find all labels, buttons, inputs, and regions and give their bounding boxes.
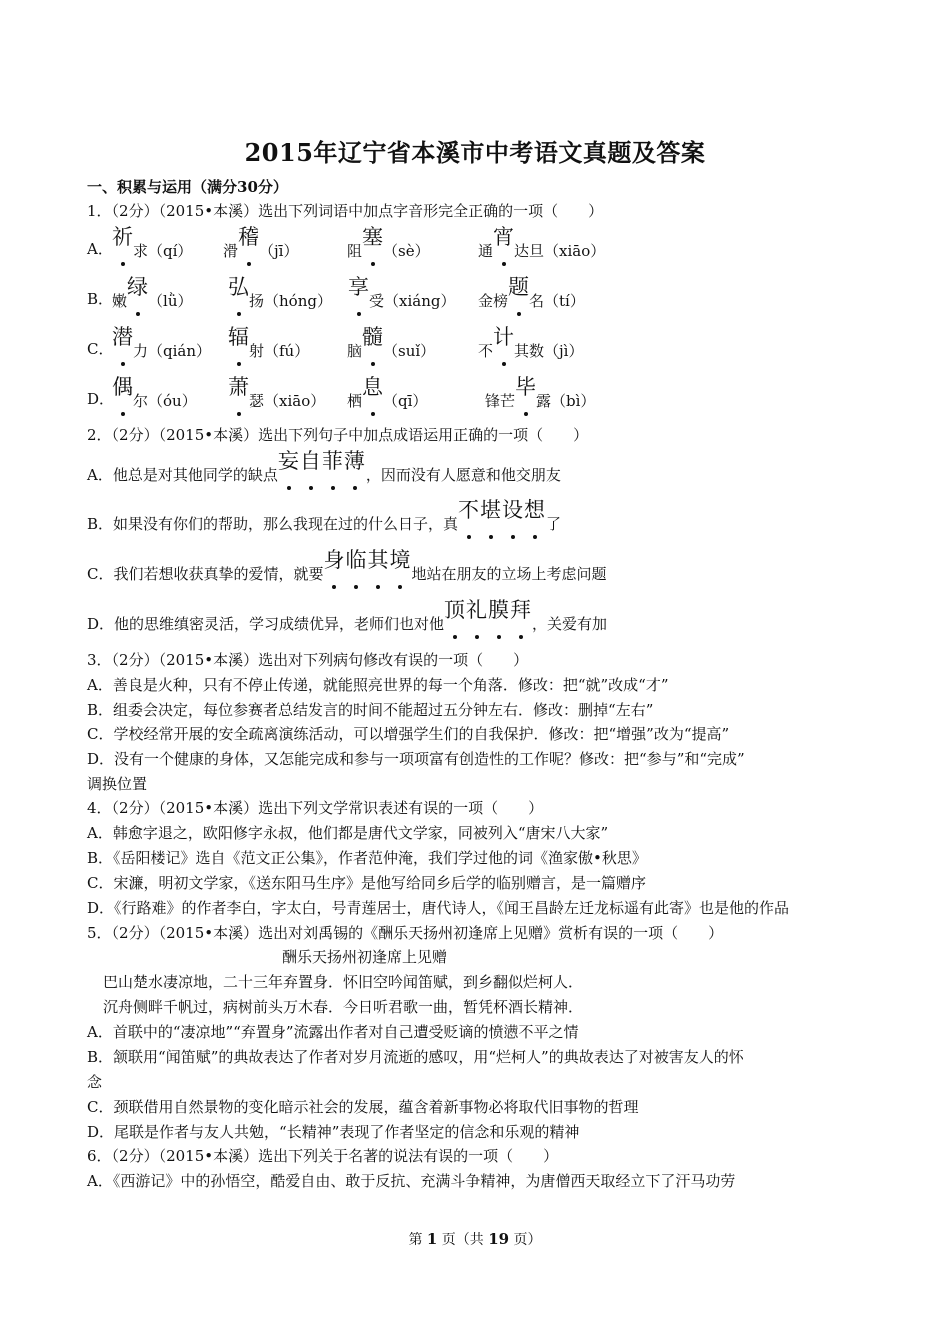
dotted-char: 题	[508, 275, 530, 299]
section-heading: 一、积累与运用（满分30分）	[87, 178, 288, 196]
dotted-idiom: 身临其境	[323, 548, 412, 572]
q5-option-c: C．颈联借用自然景物的变化暗示社会的发展，蕴含着新事物必将取代旧事物的哲理	[87, 1098, 639, 1116]
q2-option-c: C．我们若想收获真挚的爱情，就要身临其境地站在朋友的立场上考虑问题	[87, 548, 607, 583]
dotted-char: 弘	[228, 275, 249, 299]
q2-stem: 2．（2分）（2015•本溪）选出下列句子中加点成语运用正确的一项（ ）	[87, 426, 589, 444]
page-title: 2015年辽宁省本溪市中考语文真题及答案	[244, 138, 706, 167]
q5-option-b-cont: 念	[87, 1073, 103, 1091]
q1-option-d-label: D．	[87, 390, 115, 408]
q2-option-d: D．他的思维缜密灵活，学习成绩优异，老师们也对他顶礼膜拜，关爱有加	[87, 598, 608, 633]
dotted-char: 宵	[493, 225, 515, 249]
q1-option-a-label: A．	[87, 240, 113, 258]
q1-a-item-4: 通宵达旦（xiāo）	[478, 225, 606, 260]
q3-option-a: A．善良是火种，只有不停止传递，就能照亮世界的每一个角落．修改：把“就”改成“才”	[87, 676, 669, 694]
q6-option-a: A．《西游记》中的孙悟空，酷爱自由、敢于反抗、充满斗争精神，为唐僧西天取经立下了汗马功劳	[87, 1172, 736, 1190]
q1-a-item-2: 滑稽（jī）	[223, 225, 299, 260]
q1-c-item-3: 脑髓（suǐ）	[347, 325, 436, 360]
q3-option-c: C．学校经常开展的安全疏离演练活动，可以增强学生们的自我保护．修改：把“增强”改为“提高”	[87, 725, 730, 743]
q4-option-b: B．《岳阳楼记》选自《范文正公集》，作者范仲淹，我们学过他的词《渔家傲•秋思》	[87, 849, 647, 867]
q5-option-b: B．颔联用“闻笛赋”的典故表达了作者对岁月流逝的感叹，用“烂柯人”的典故表达了对被害友人的怀	[87, 1048, 744, 1066]
page-total: 19	[488, 1230, 510, 1248]
poem-line-2: 沉舟侧畔千帆过，病树前头万木春．今日听君歌一曲，暂凭杯酒长精神．	[103, 998, 584, 1016]
q1-b-item-3: 享受（xiáng）	[348, 275, 456, 310]
dotted-char: 毕	[515, 375, 537, 399]
q1-c-item-2: 辐射（fú）	[228, 325, 310, 360]
q4-option-d: D．《行路难》的作者李白，字太白，号青莲居士，唐代诗人，《闻王昌龄左迁龙标遥有此寄》也是他的作品	[87, 899, 790, 917]
q1-a-item-3: 阻塞（sè）	[347, 225, 430, 260]
q1-c-item-4: 不计其数（jì）	[478, 325, 584, 360]
dotted-idiom: 顶礼膜拜	[444, 598, 533, 622]
q3-stem: 3．（2分）（2015•本溪）选出对下列病句修改有误的一项（ ）	[87, 651, 529, 669]
q1-d-item-3: 栖息（qī）	[347, 375, 428, 410]
poem-line-1: 巴山楚水凄凉地，二十三年弃置身．怀旧空吟闻笛赋，到乡翻似烂柯人．	[103, 973, 584, 991]
q2-option-b: B．如果没有你们的帮助，那么我现在过的什么日子，真不堪设想了	[87, 498, 562, 533]
page-footer: 第 1 页（共 19 页）	[408, 1230, 542, 1248]
dotted-char: 稽	[238, 225, 260, 249]
q1-b-item-2: 弘扬（hóng）	[228, 275, 332, 310]
dotted-char: 绿	[127, 275, 149, 299]
q1-d-item-4: 锋芒毕露（bì）	[485, 375, 596, 410]
q5-stem: 5．（2分）（2015•本溪）选出对刘禹锡的《酬乐天扬州初逢席上见赠》赏析有误的一项（ ）	[87, 924, 724, 942]
dotted-char: 潜	[112, 325, 133, 349]
q1-d-item-2: 萧瑟（xiāo）	[228, 375, 326, 410]
dotted-char: 享	[348, 275, 369, 299]
dotted-idiom: 妄自菲薄	[277, 449, 366, 473]
q4-stem: 4．（2分）（2015•本溪）选出下列文学常识表述有误的一项（ ）	[87, 799, 544, 817]
q1-option-c-label: C．	[87, 340, 114, 358]
dotted-char: 息	[362, 375, 384, 399]
page-number: 1	[426, 1230, 438, 1248]
q2-option-a: A．他总是对其他同学的缺点妄自菲薄，因而没有人愿意和他交朋友	[87, 449, 561, 484]
q3-option-b: B．组委会决定，每位参赛者总结发言的时间不能超过五分钟左右．修改：删掉“左右”	[87, 701, 654, 719]
dotted-char: 祈	[112, 225, 133, 249]
dotted-char: 偶	[112, 375, 133, 399]
dotted-char: 萧	[228, 375, 249, 399]
dotted-char: 髓	[362, 325, 384, 349]
q1-option-b-label: B．	[87, 290, 114, 308]
q1-b-item-4: 金榜题名（tí）	[478, 275, 585, 310]
dotted-char: 辐	[228, 325, 249, 349]
q1-d-item-1: 偶尔（óu）	[112, 375, 197, 410]
q4-option-a: A．韩愈字退之，欧阳修字永叔，他们都是唐代文学家，同被列入“唐宋八大家”	[87, 824, 609, 842]
dotted-char: 塞	[362, 225, 384, 249]
q6-stem: 6．（2分）（2015•本溪）选出下列关于名著的说法有误的一项（ ）	[87, 1147, 559, 1165]
q1-b-item-1: 嫩绿（lǜ）	[112, 275, 193, 310]
dotted-char: 计	[493, 325, 515, 349]
q3-option-d: D．没有一个健康的身体，又怎能完成和参与一项项富有创造性的工作呢？修改：把“参与”和“完成”	[87, 750, 745, 768]
q3-option-d-cont: 调换位置	[87, 775, 148, 793]
dotted-idiom: 不堪设想	[458, 498, 547, 522]
q1-stem: 1．（2分）（2015•本溪）选出下列词语中加点字音形完全正确的一项（ ）	[87, 202, 604, 220]
poem-title: 酬乐天扬州初逢席上见赠	[282, 948, 448, 966]
q4-option-c: C．宋濂，明初文学家，《送东阳马生序》是他写给同乡后学的临别赠言，是一篇赠序	[87, 874, 646, 892]
q5-option-a: A．首联中的“凄凉地”“弃置身”流露出作者对自己遭受贬谪的愤懑不平之情	[87, 1023, 579, 1041]
q5-option-d: D．尾联是作者与友人共勉，“长精神”表现了作者坚定的信念和乐观的精神	[87, 1123, 580, 1141]
q1-c-item-1: 潜力（qián）	[112, 325, 212, 360]
q1-a-item-1: 祈求（qí）	[112, 225, 193, 260]
